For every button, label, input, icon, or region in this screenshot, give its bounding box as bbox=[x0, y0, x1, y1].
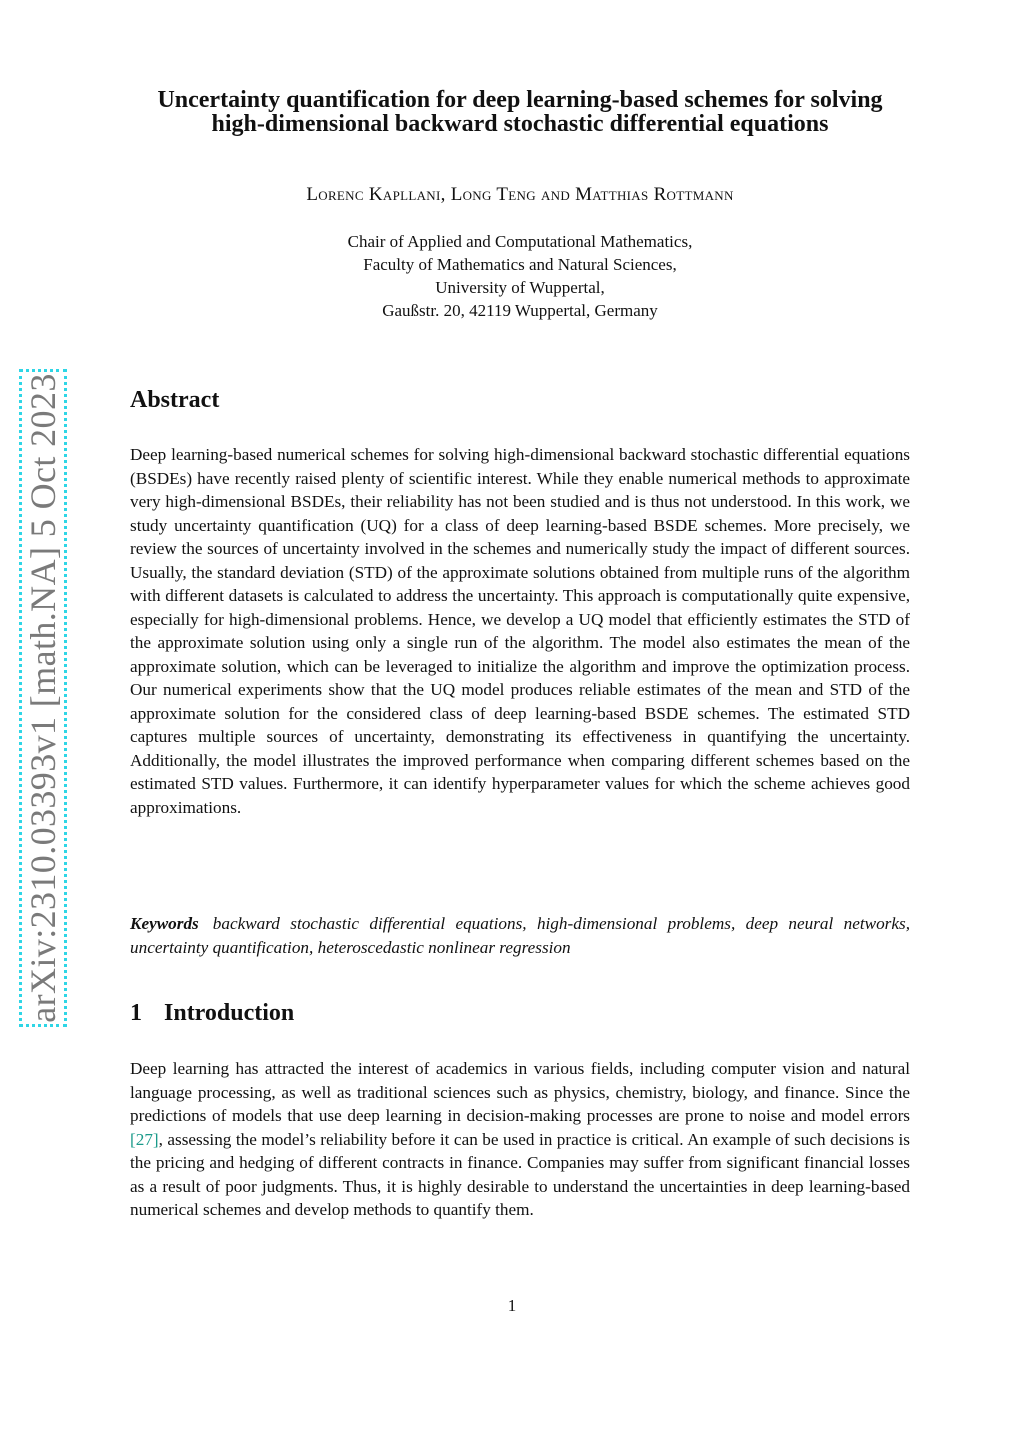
affiliation-line: University of Wuppertal, bbox=[435, 278, 605, 297]
introduction-text-part: , assessing the model’s reliability before it can be used in practice is critical. An example of such decisions is the pricing and hedging of different contracts in finance. Companies may suffer from significant financial losses as a result of poor judgments. Thus, it is highly desirable to understand the uncertainties in deep learning-based numerical schemes and develop methods to quantify them. bbox=[130, 1129, 910, 1219]
affiliation bbox=[130, 230, 910, 322]
section-title: Introduction bbox=[164, 1000, 295, 1026]
page-number: 1 bbox=[507, 1296, 517, 1315]
affiliation-line: Chair of Applied and Computational Mathematics, bbox=[347, 232, 693, 251]
affiliation-line: Faculty of Mathematics and Natural Sciences, bbox=[363, 255, 677, 274]
abstract-text: Deep learning-based numerical schemes for solving high-dimensional backward stochastic differential equations (BSDEs) have recently raised plenty of scientific interest. While they enable numerical methods to approximate very high-dimensional BSDEs, their reliability has not been studied and is thus not understood. In this work, we study uncertainty quantification (UQ) for a class of deep learning-based BSDE schemes. More precisely, we review the sources of uncertainty involved in the schemes and numerically study the impact of different sources. Usually, the standard deviation (STD) of the approximate solutions obtained from multiple runs of the algorithm with different datasets is calculated to address the uncertainty. This approach is computationally quite expensive, especially for high-dimensional problems. Hence, we develop a UQ model that efficiently estimates the STD of the approximate solution using only a single run of the algorithm. The model also estimates the mean of the approximate solution, which can be leveraged to initialize the algorithm and improve the optimization process. Our numerical experiments show that the UQ model produces reliable estimates of the mean and STD of the approximate solution for the considered class of deep learning-based BSDE schemes. The estimated STD captures multiple sources of uncertainty, demonstrating its effectiveness in quantifying the uncertainty. Additionally, the model illustrates the improved performance when comparing different schemes based on the estimated STD values. Furthermore, it can identify hyperparameter values for which the scheme achieves good approximations. bbox=[130, 445, 910, 817]
introduction-heading bbox=[130, 1000, 294, 1027]
paper-title: Uncertainty quantification for deep learning-based schemes for solving high-dimensional backward stochastic differential equations bbox=[157, 87, 883, 137]
keywords bbox=[130, 912, 910, 959]
section-number: 1 bbox=[130, 1000, 142, 1026]
keywords-text: backward stochastic differential equations, high-dimensional problems, deep neural networks, uncertainty quantification, heteroscedastic nonlinear regression bbox=[130, 914, 910, 957]
arxiv-stamp bbox=[19, 369, 67, 1027]
author-list: Lorenc Kapllani, Long Teng and Matthias Rottmann bbox=[306, 184, 734, 205]
arxiv-stamp-text: arXiv:2310.03393v1 [math.NA] 5 Oct 2023 bbox=[23, 373, 63, 1023]
citation-link[interactable]: [27] bbox=[130, 1129, 159, 1149]
affiliation-line: Gaußstr. 20, 42119 Wuppertal, Germany bbox=[382, 301, 658, 320]
introduction-text bbox=[130, 1057, 910, 1222]
introduction-text-part: Deep learning has attracted the interest of academics in various fields, including computer vision and natural language processing, as well as traditional sciences such as physics, chemistry, biology, and finance. Since the predictions of models that use deep learning in decision-making processes are prone to noise and model errors bbox=[130, 1059, 910, 1125]
abstract-heading: Abstract bbox=[130, 387, 220, 413]
keywords-label: Keywords bbox=[130, 914, 199, 933]
